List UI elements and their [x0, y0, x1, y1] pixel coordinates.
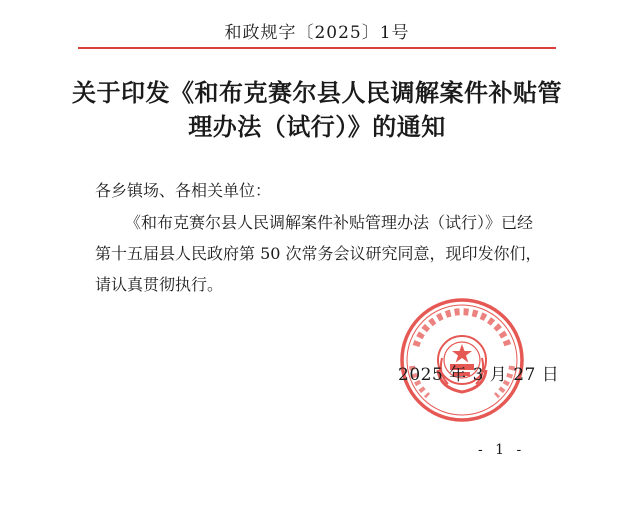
document-number: 和政规字〔2025〕1号 — [224, 23, 410, 43]
body-line-2: 第十五届县人民政府第 50 次常务会议研究同意，现印发你们， — [95, 244, 542, 263]
issue-date: 2025 年 3 月 27 日 — [398, 365, 560, 385]
red-header-rule — [78, 47, 556, 49]
addressee: 各乡镇场、各相关单位： — [95, 181, 272, 200]
title-line-2: 理办法（试行）》的通知 — [188, 112, 446, 141]
body-line-1: 《和布克赛尔县人民调解案件补贴管理办法（试行）》已经 — [125, 213, 534, 232]
page-number: - 1 - — [478, 442, 526, 458]
body-text — [95, 207, 555, 300]
body-line-3: 请认真贯彻执行。 — [95, 275, 224, 294]
title-line-1: 关于印发《和布克赛尔县人民调解案件补贴管 — [72, 78, 562, 107]
document-title — [40, 76, 594, 144]
